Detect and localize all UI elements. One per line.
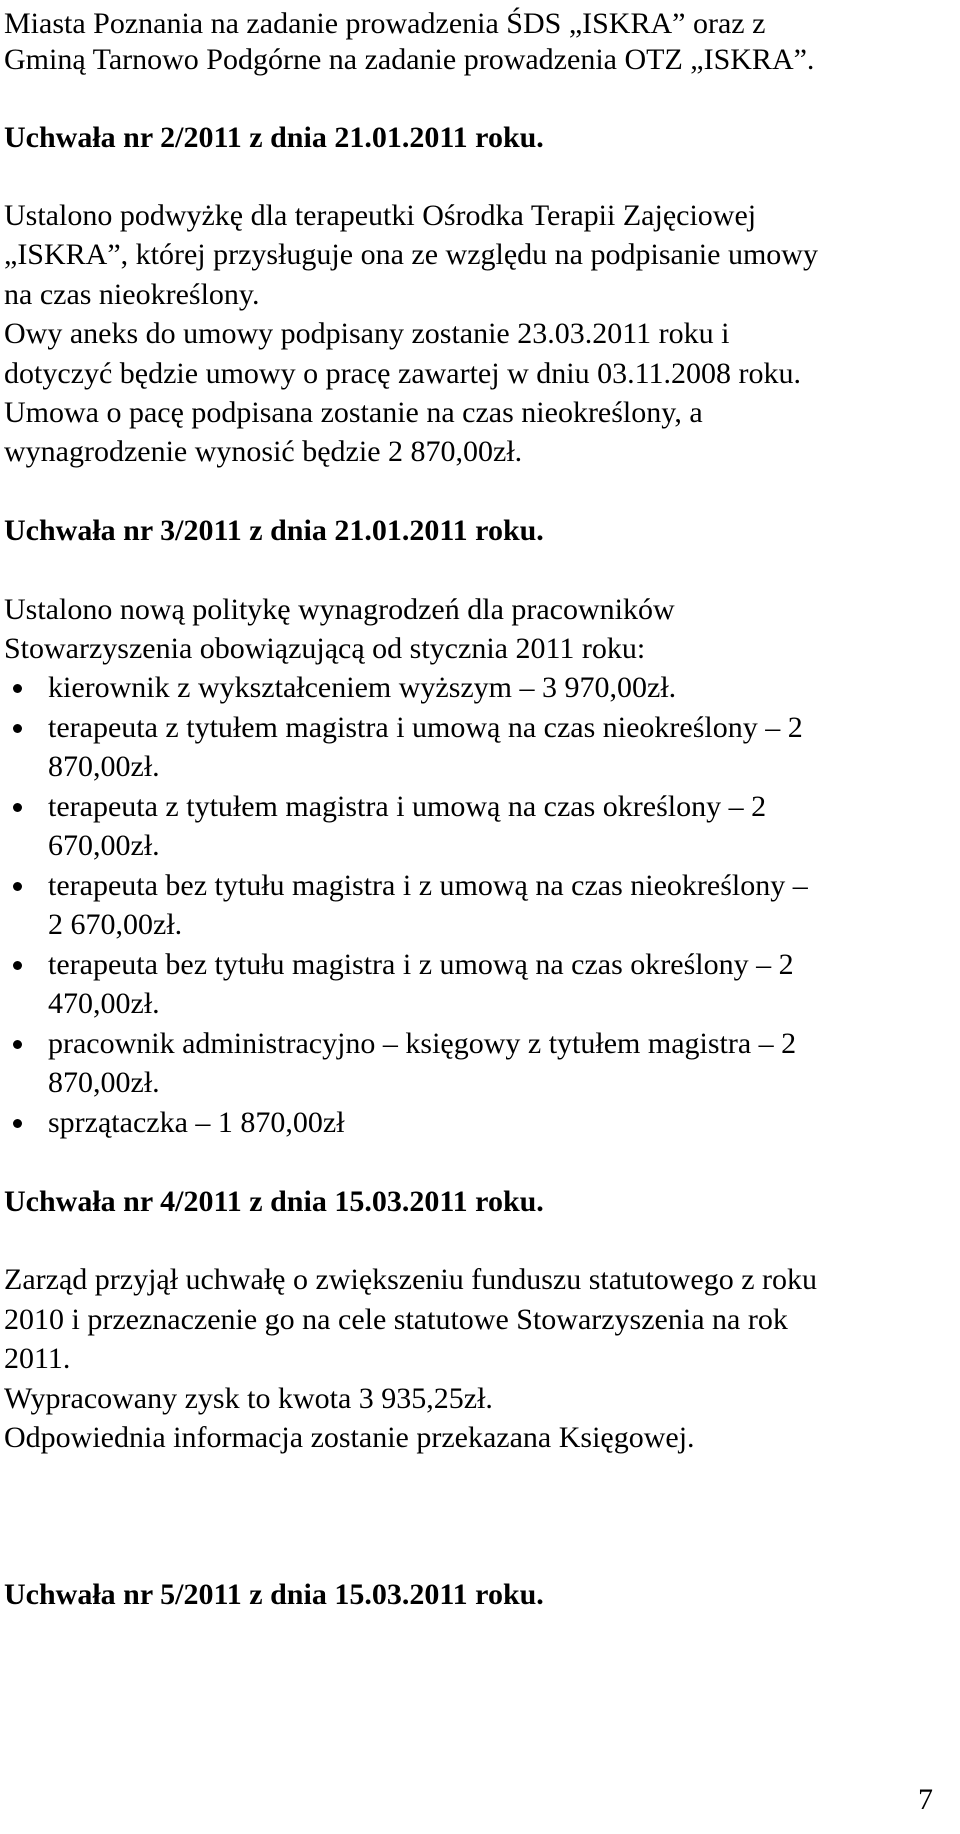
- resolution-3-line: Stowarzyszenia obowiązującą od stycznia 2011 roku:: [4, 632, 646, 665]
- resolution-2-line: na czas nieokreślony.: [4, 278, 260, 311]
- bullet-dot-icon: [13, 684, 22, 693]
- page-number: 7: [918, 1783, 933, 1816]
- list-item: kierownik z wykształceniem wyższym – 3 970,00zł.: [48, 671, 677, 704]
- resolution-4-line: Wypracowany zysk to kwota 3 935,25zł.: [4, 1382, 493, 1415]
- intro-line-2: Gminą Tarnowo Podgórne na zadanie prowadzenia OTZ „ISKRA”.: [4, 43, 815, 76]
- resolution-4-line: Odpowiednia informacja zostanie przekazana Księgowej.: [4, 1421, 695, 1454]
- bullet-dot-icon: [13, 803, 22, 812]
- resolution-4-line: Zarząd przyjął uchwałę o zwiększeniu funduszu statutowego z roku: [4, 1263, 818, 1296]
- list-item: pracownik administracyjno – księgowy z tytułem magistra – 2: [48, 1027, 797, 1060]
- bullet-dot-icon: [13, 882, 22, 891]
- resolution-2-line: wynagrodzenie wynosić będzie 2 870,00zł.: [4, 435, 523, 468]
- resolution-2-line: dotyczyć będzie umowy o pracę zawartej w dniu 03.11.2008 roku.: [4, 357, 801, 390]
- resolution-3-heading: Uchwała nr 3/2011 z dnia 21.01.2011 roku.: [4, 514, 544, 547]
- list-item: terapeuta bez tytułu magistra i z umową na czas określony – 2: [48, 948, 794, 981]
- list-item-continuation: 2 670,00zł.: [48, 908, 183, 941]
- resolution-4-line: 2011.: [4, 1342, 71, 1375]
- resolution-2-line: Ustalono podwyżkę dla terapeutki Ośrodka Terapii Zajęciowej: [4, 199, 757, 232]
- bullet-dot-icon: [13, 1119, 22, 1128]
- resolution-3-line: Ustalono nową politykę wynagrodzeń dla pracowników: [4, 593, 675, 626]
- resolution-4-heading: Uchwała nr 4/2011 z dnia 15.03.2011 roku.: [4, 1185, 544, 1218]
- list-item-continuation: 670,00zł.: [48, 829, 160, 862]
- bullet-dot-icon: [13, 1040, 22, 1049]
- list-item-continuation: 470,00zł.: [48, 987, 160, 1020]
- list-item-continuation: 870,00zł.: [48, 750, 160, 783]
- resolution-2-line: Owy aneks do umowy podpisany zostanie 23.03.2011 roku i: [4, 317, 730, 350]
- list-item: sprzątaczka – 1 870,00zł: [48, 1106, 345, 1139]
- bullet-dot-icon: [13, 724, 22, 733]
- bullet-dot-icon: [13, 961, 22, 970]
- intro-line-1: Miasta Poznania na zadanie prowadzenia ŚDS „ISKRA” oraz z: [4, 7, 766, 40]
- resolution-2-heading: Uchwała nr 2/2011 z dnia 21.01.2011 roku.: [4, 121, 544, 154]
- list-item: terapeuta z tytułem magistra i umową na czas określony – 2: [48, 790, 767, 823]
- list-item: terapeuta z tytułem magistra i umową na czas nieokreślony – 2: [48, 711, 803, 744]
- resolution-2-line: „ISKRA”, której przysługuje ona ze względu na podpisanie umowy: [4, 238, 818, 271]
- resolution-5-heading: Uchwała nr 5/2011 z dnia 15.03.2011 roku.: [4, 1578, 544, 1611]
- resolution-2-line: Umowa o pacę podpisana zostanie na czas nieokreślony, a: [4, 396, 703, 429]
- list-item-continuation: 870,00zł.: [48, 1066, 160, 1099]
- list-item: terapeuta bez tytułu magistra i z umową na czas nieokreślony –: [48, 869, 808, 902]
- resolution-4-line: 2010 i przeznaczenie go na cele statutowe Stowarzyszenia na rok: [4, 1303, 788, 1336]
